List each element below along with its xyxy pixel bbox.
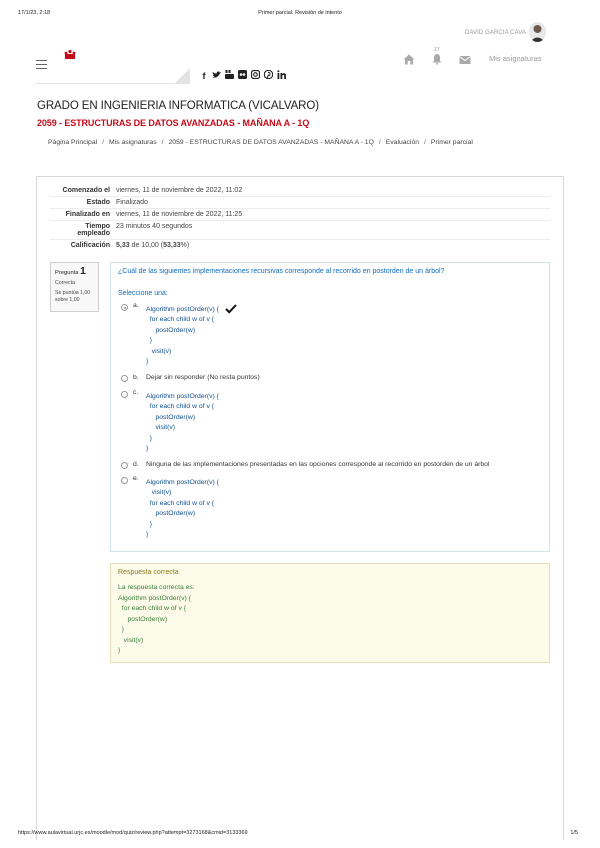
option-e-radio[interactable] bbox=[121, 477, 128, 484]
summary-row-finished bbox=[50, 209, 550, 221]
top-nav bbox=[403, 47, 542, 64]
summary-label: Comenzado el bbox=[62, 187, 110, 194]
summary-label bbox=[50, 223, 116, 237]
my-courses-link[interactable]: Mis asignaturas bbox=[489, 53, 542, 63]
twitter-icon[interactable] bbox=[212, 71, 221, 81]
option-a-label: a. bbox=[133, 302, 139, 309]
option-c-code: Algorithm postOrder(v) { for each child w of v { postOrder(w) visit(v) } } bbox=[146, 393, 219, 453]
linkedin-icon[interactable] bbox=[277, 70, 286, 81]
summary-row-state bbox=[50, 197, 550, 209]
question-number-value: 1 bbox=[80, 266, 86, 277]
question-number bbox=[55, 266, 94, 277]
pinterest-icon[interactable] bbox=[264, 70, 273, 81]
notification-count: 17 bbox=[434, 47, 440, 53]
question-grade-line: Se puntúa 1,00 bbox=[55, 290, 91, 296]
feedback-title: Respuesta correcta bbox=[118, 569, 179, 576]
grade-percent: 53,33 bbox=[163, 242, 181, 249]
feedback-code: Algorithm postOrder(v) { for each child w of v { postOrder(w) } visit(v) } bbox=[118, 595, 191, 655]
header-corner-decoration bbox=[174, 68, 190, 84]
print-title: Primer parcial: Revisión de intento bbox=[258, 10, 342, 16]
university-logo-icon[interactable] bbox=[64, 48, 76, 60]
summary-row-time bbox=[50, 221, 550, 240]
course-title: GRADO EN INGENIERIA INFORMATICA (VICALVARO) bbox=[37, 100, 319, 112]
option-c-radio[interactable] bbox=[121, 391, 128, 398]
summary-label: Finalizado en bbox=[65, 211, 110, 218]
summary-value: viernes, 11 de noviembre de 2022, 11:02 bbox=[116, 187, 243, 194]
subject-title: 2059 - ESTRUCTURAS DE DATOS AVANZADAS - MAÑANA A - 1Q bbox=[37, 118, 310, 128]
breadcrumb-home[interactable]: Página Principal bbox=[48, 139, 98, 146]
print-url: https://www.aulavirtual.urjc.es/moodle/mod/quiz/review.php?attempt=3273168&cmid=3133369 bbox=[18, 830, 248, 836]
option-b-label: b. bbox=[133, 374, 139, 381]
messages-icon[interactable] bbox=[459, 52, 471, 64]
option-b-radio[interactable] bbox=[121, 375, 128, 382]
print-date: 17/1/23, 2:18 bbox=[18, 10, 51, 16]
notifications-icon[interactable] bbox=[431, 47, 443, 64]
facebook-icon[interactable]: f bbox=[202, 70, 206, 81]
avatar[interactable] bbox=[529, 22, 546, 42]
summary-label-line: Tiempo bbox=[85, 223, 110, 230]
summary-value bbox=[116, 242, 550, 249]
option-d-label: d. bbox=[133, 461, 139, 468]
option-a-code: Algorithm postOrder(v) { for each child w of v { postOrder(w) } visit(v) } bbox=[146, 306, 219, 366]
summary-label: Estado bbox=[86, 199, 110, 206]
question-info bbox=[50, 262, 99, 312]
menu-toggle-icon[interactable] bbox=[36, 60, 47, 70]
header-divider bbox=[36, 83, 174, 84]
question-state: Correcta bbox=[55, 280, 75, 286]
instagram-icon[interactable] bbox=[251, 70, 260, 81]
social-links bbox=[200, 70, 286, 81]
flickr-icon[interactable] bbox=[238, 70, 247, 81]
option-b-text: Dejar sin responder (No resta puntos) bbox=[146, 374, 260, 381]
attempt-summary bbox=[50, 185, 550, 251]
summary-label-line: empleado bbox=[77, 230, 110, 237]
summary-value: Finalizado bbox=[116, 199, 148, 206]
summary-value: viernes, 11 de noviembre de 2022, 11:25 bbox=[116, 211, 243, 218]
print-page: 1/5 bbox=[570, 830, 578, 836]
breadcrumb-my-courses[interactable]: Mis asignaturas bbox=[109, 139, 157, 146]
option-c-label: c. bbox=[133, 389, 139, 396]
check-icon bbox=[225, 301, 237, 311]
home-icon[interactable] bbox=[403, 52, 415, 64]
option-e-code: Algorithm postOrder(v) { visit(v) for each child w of v { postOrder(w) } } bbox=[146, 479, 219, 539]
option-a-radio[interactable] bbox=[121, 304, 128, 311]
answer-prompt: Seleccione una: bbox=[118, 290, 168, 297]
youtube-icon[interactable] bbox=[225, 70, 234, 81]
question-grade-line: sobre 1,00 bbox=[55, 297, 80, 303]
summary-value: 23 minutos 40 segundos bbox=[116, 223, 193, 230]
question-grade bbox=[55, 290, 94, 304]
summary-row-grade bbox=[50, 240, 550, 251]
breadcrumb-section[interactable]: Evaluación bbox=[385, 139, 420, 146]
summary-row-started bbox=[50, 185, 550, 197]
option-d-text: Ninguna de las implementaciones presentadas en las opciones corresponde al recorrido en postorden de un árbol bbox=[146, 461, 490, 468]
grade-of: de 10,00 ( bbox=[131, 242, 164, 249]
feedback-intro: La respuesta correcta es: bbox=[118, 584, 195, 591]
question-word: Pregunta bbox=[55, 270, 79, 276]
grade-score: 5,33 bbox=[116, 242, 130, 249]
question-text: ¿Cuál de las siguientes implementaciones recursivas corresponde al recorrido en postorden de un árbol? bbox=[118, 268, 445, 275]
user-name[interactable]: DAVID GARCIA CAVA bbox=[464, 30, 526, 36]
breadcrumb-quiz[interactable]: Primer parcial bbox=[430, 139, 473, 146]
option-d-radio[interactable] bbox=[121, 462, 128, 469]
option-e-label: e. bbox=[133, 475, 139, 482]
grade-end: %) bbox=[180, 242, 190, 249]
breadcrumb-course[interactable]: 2059 - ESTRUCTURAS DE DATOS AVANZADAS - MAÑANA A - 1Q bbox=[168, 139, 374, 146]
summary-label: Calificación bbox=[70, 242, 110, 249]
breadcrumb: Página Principal / Mis asignaturas / 2059 - ESTRUCTURAS DE DATOS AVANZADAS - MAÑANA A - 1Q / Evaluación / Primer parcial bbox=[48, 139, 473, 146]
